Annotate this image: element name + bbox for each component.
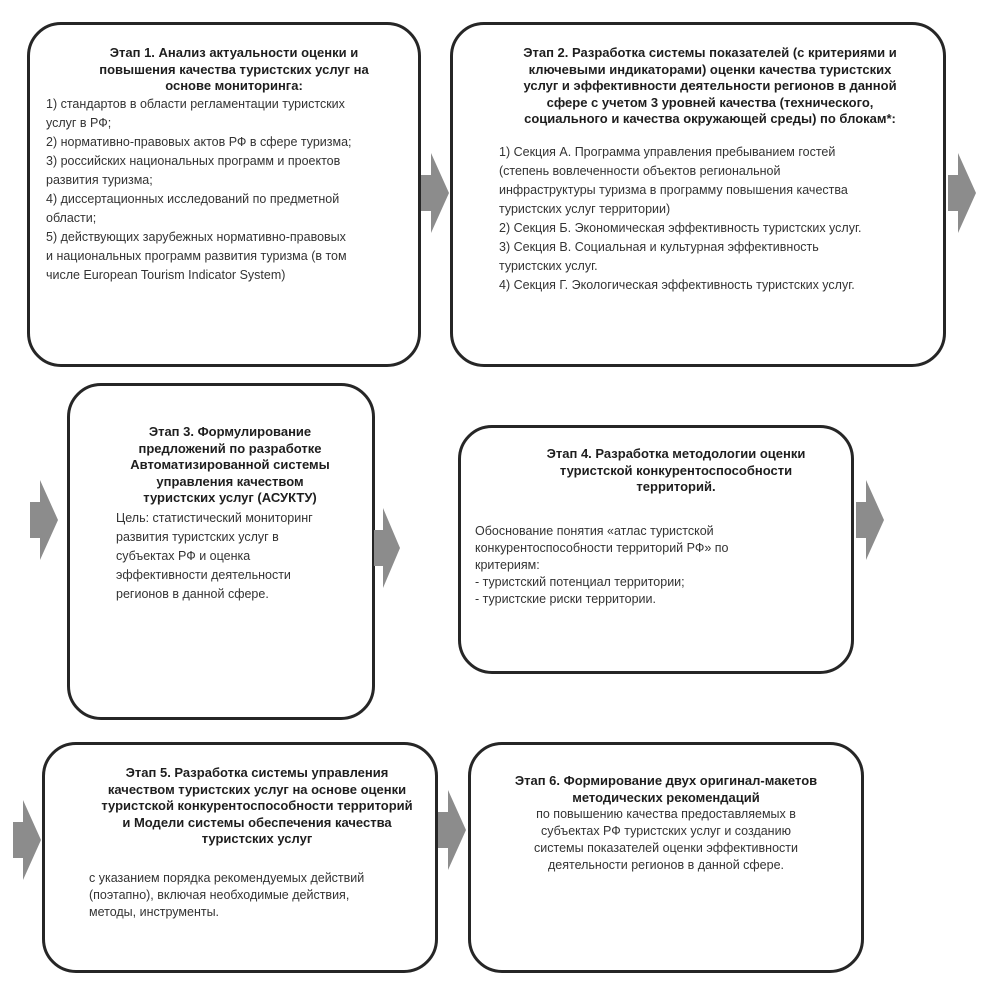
stage-6-title-line: Этап 6. Формирование двух оригинал-макетов: [514, 773, 818, 788]
stage-4-list: [475, 523, 837, 608]
stage-2-title-line: Этап 2. Разработка системы показателей (с критериями и: [523, 45, 897, 60]
stage-1-item: 4) диссертационных исследований по предметной: [46, 191, 340, 206]
stage-4-item: Обоснование понятия «атлас туристской: [475, 523, 714, 538]
stage-3-title-line: туристских услуг (АСУКТУ): [143, 490, 317, 505]
stage-6-item: системы показателей оценки эффективности: [534, 841, 798, 855]
stage-3-title-line: Этап 3. Формулирование: [148, 424, 312, 439]
arrow-right-icon: [421, 153, 449, 233]
stage-1-item: услуг в РФ;: [46, 115, 112, 130]
stage-2-item: инфраструктуры туризма в программу повышения качества: [499, 182, 848, 197]
stage-1-item: 3) российских национальных программ и проектов: [46, 153, 341, 168]
stage-1-item: 1) стандартов в области регламентации туристских: [46, 96, 345, 111]
stage-3-item: эффективности деятельности: [116, 567, 291, 582]
stage-3-item: Цель: статистический мониторинг: [116, 510, 313, 525]
stage-2-title-line: услуг и эффективности деятельности регионов в данной: [523, 78, 897, 93]
stage-3-title-line: управления качеством: [156, 473, 304, 489]
stage-4-item: - туристский потенциал территории;: [475, 574, 685, 589]
stage-1-item: 2) нормативно-правовых актов РФ в сфере туризма;: [46, 134, 352, 149]
stage-4-title: [475, 446, 837, 496]
stage-3-list: [106, 509, 358, 604]
stage-1-title-line: основе мониторинга:: [165, 78, 303, 93]
arrow-right-icon: [13, 800, 41, 880]
stage-2-box: [450, 22, 946, 367]
stage-1-title: [46, 45, 400, 95]
stage-5-title-line: туристских услуг: [201, 831, 313, 846]
stage-4-title-line: туристской конкурентоспособности: [559, 462, 793, 478]
stage-2-item: туристских услуг.: [499, 258, 598, 273]
stage-5-item: с указанием порядка рекомендуемых действий: [89, 870, 365, 885]
stage-2-item: (степень вовлеченности объектов региональной: [499, 163, 781, 178]
stage-3-item: регионов в данной сфере.: [116, 586, 269, 601]
stage-1-item: числе European Tourism Indicator System): [46, 267, 286, 282]
stage-1-title-line: повышения качества туристских услуг на: [99, 61, 369, 77]
stage-5-title-line: Этап 5. Разработка системы управления: [125, 765, 389, 780]
stage-1-title-line: Этап 1. Анализ актуальности оценки и: [109, 45, 359, 60]
stage-2-title-line: социального и качества окружающей среды) по блокам*:: [524, 111, 896, 126]
arrow-right-icon: [438, 790, 466, 870]
stage-2-item: 1) Секция А. Программа управления пребыванием гостей: [499, 144, 836, 159]
stage-6-title-line: методических рекомендаций: [572, 789, 760, 805]
stage-2-item: 2) Секция Б. Экономическая эффективность туристских услуг.: [499, 220, 862, 235]
stage-5-title-line: туристской конкурентоспособности территорий: [101, 798, 413, 813]
stage-2-title: [499, 45, 925, 128]
stage-6-item: по повышению качества предоставляемых в: [536, 807, 796, 821]
stage-3-title-line: предложений по разработке: [138, 440, 322, 456]
stage-2-list: [499, 143, 925, 295]
stage-2-title-line: ключевыми индикаторами) оценки качества туристских: [528, 61, 892, 77]
stage-6-title: [483, 773, 849, 806]
arrow-right-icon: [374, 508, 400, 588]
stage-4-item: конкурентоспособности территорий РФ» по: [475, 540, 729, 555]
stage-5-list: [89, 870, 425, 921]
arrow-right-icon: [856, 480, 884, 560]
stage-2-item: туристских услуг территории): [499, 201, 671, 216]
stage-3-item: развития туристских услуг в: [116, 529, 279, 544]
stage-1-list: [46, 95, 400, 285]
arrow-right-icon: [30, 480, 58, 560]
stage-6-item: деятельности регионов в данной сфере.: [547, 858, 785, 872]
stage-2-title-line: сфере с учетом 3 уровней качества (технического,: [546, 94, 874, 110]
stage-5-item: методы, инструменты.: [89, 904, 220, 919]
stage-1-item: развития туризма;: [46, 172, 153, 187]
stage-1-box: [27, 22, 421, 367]
stage-1-item: области;: [46, 210, 97, 225]
stage-5-item: (поэтапно), включая необходимые действия,: [89, 887, 350, 902]
stage-5-title: [89, 765, 425, 848]
stage-1-item: 5) действующих зарубежных нормативно-правовых: [46, 229, 346, 244]
stage-6-box: [468, 742, 864, 973]
stage-5-title-line: качеством туристских услуг на основе оценки: [107, 781, 407, 797]
stage-4-item: - туристские риски территории.: [475, 591, 656, 606]
stage-4-title-line: территорий.: [636, 479, 716, 494]
stage-6-list: [483, 806, 849, 874]
stage-1-item: и национальных программ развития туризма (в том: [46, 248, 347, 263]
stage-3-title: [106, 424, 358, 507]
stage-2-item: 3) Секция В. Социальная и культурная эффективность: [499, 239, 819, 254]
stage-2-item: 4) Секция Г. Экологическая эффективность туристских услуг.: [499, 277, 855, 292]
stage-3-title-line: Автоматизированной системы: [130, 457, 330, 472]
arrow-right-icon: [948, 153, 976, 233]
stage-4-title-line: Этап 4. Разработка методологии оценки: [546, 446, 806, 461]
stage-3-box: [67, 383, 375, 720]
stage-5-box: [42, 742, 438, 973]
stage-5-title-line: и Модели системы обеспечения качества: [122, 814, 392, 830]
stage-6-item: субъектах РФ туристских услуг и созданию: [541, 824, 791, 838]
stage-3-item: субъектах РФ и оценка: [116, 548, 251, 563]
stage-4-box: [458, 425, 854, 674]
stage-4-item: критериям:: [475, 557, 540, 572]
